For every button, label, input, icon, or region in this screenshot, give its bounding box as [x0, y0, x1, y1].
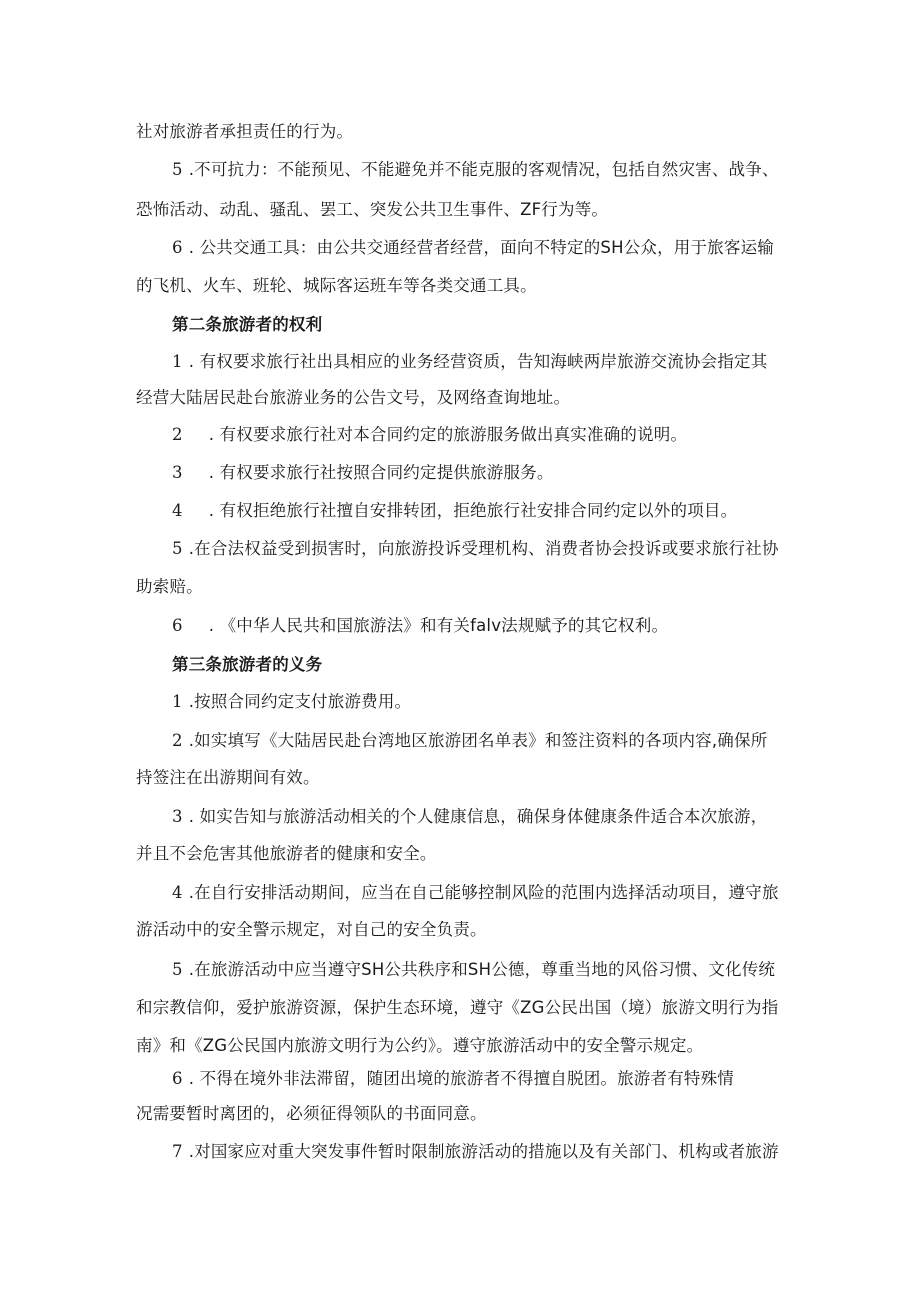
item-number: 2 — [172, 731, 183, 750]
list-item-5: 5 .不可抗力：不能预见、不能避免并不能克服的客观情况，包括自然灾害、战争、 — [172, 160, 779, 179]
list-item-4: 4 .在自行安排活动期间，应当在自己能够控制风险的范围内选择活动项目，遵守旅 — [172, 883, 779, 902]
item-number: 2 — [172, 425, 183, 444]
paragraph-line: 游活动中的安全警示规定，对自己的安全负责。 — [136, 920, 487, 939]
list-item-6: 6 . 《中华人民共和国旅游法》和有关falv法规赋予的其它权利。 — [172, 616, 669, 635]
item-number: 6 — [172, 1069, 183, 1088]
list-item-5: 5 .在合法权益受到损害时，向旅游投诉受理机构、消费者协会投诉或要求旅行社协 — [172, 539, 779, 558]
paragraph-line: 和宗教信仰，爱护旅游资源，保护生态环境，遵守《ZG公民出国（境）旅游文明行为指 — [136, 998, 779, 1017]
item-number: 5 — [172, 160, 183, 179]
list-item-6: 6 . 公共交通工具：由公共交通经营者经营，面向不特定的SH公众，用于旅客运输 — [172, 238, 774, 257]
paragraph-line: 的飞机、火车、班轮、城际客运班车等各类交通工具。 — [136, 276, 537, 295]
paragraph-line: 南》和《ZG公民国内旅游文明行为公约》。遵守旅游活动中的安全警示规定。 — [136, 1036, 704, 1055]
paragraph-line: 恐怖活动、动乱、骚乱、罢工、突发公共卫生事件、ZF行为等。 — [136, 200, 609, 219]
section-heading: 第二条旅游者的权利 — [172, 315, 323, 334]
item-number: 7 — [172, 1142, 183, 1161]
item-number: 5 — [172, 960, 183, 979]
item-number: 3 — [172, 807, 183, 826]
paragraph-line: 持签注在出游期间有效。 — [136, 768, 320, 787]
list-item-6: 6 . 不得在境外非法滞留，随团出境的旅游者不得擅自脱团。旅游者有特殊情 — [172, 1069, 734, 1088]
list-item-2: 2 . 有权要求旅行社对本合同约定的旅游服务做出真实准确的说明。 — [172, 425, 688, 444]
item-number: 4 — [172, 883, 183, 902]
item-number: 6 — [172, 238, 183, 257]
list-item-3: 3 . 如实告知与旅游活动相关的个人健康信息，确保身体健康条件适合本次旅游， — [172, 807, 768, 826]
paragraph-line: 并且不会危害其他旅游者的健康和安全。 — [136, 844, 437, 863]
paragraph-line: 况需要暂时离团的，必须征得领队的书面同意。 — [136, 1104, 487, 1123]
item-number: 4 — [172, 501, 183, 520]
list-item-5: 5 .在旅游活动中应当遵守SH公共秩序和SH公德，尊重当地的风俗习惯、文化传统 — [172, 960, 776, 979]
item-number: 3 — [172, 463, 183, 482]
list-item-1: 1 .按照合同约定支付旅游费用。 — [172, 692, 412, 711]
item-number: 1 — [172, 352, 183, 371]
list-item-2: 2 .如实填写《大陆居民赴台湾地区旅游团名单表》和签注资料的各项内容,确保所 — [172, 731, 768, 750]
list-item-3: 3 . 有权要求旅行社按照合同约定提供旅游服务。 — [172, 463, 554, 482]
paragraph-line: 经营大陆居民赴台旅游业务的公告文号，及网络查询地址。 — [136, 388, 571, 407]
item-number: 1 — [172, 692, 183, 711]
paragraph-line: 社对旅游者承担责任的行为。 — [136, 122, 354, 141]
item-number: 6 — [172, 616, 183, 635]
list-item-1: 1 . 有权要求旅行社出具相应的业务经营资质，告知海峡两岸旅游交流协会指定其 — [172, 352, 768, 371]
paragraph-line: 助索赔。 — [136, 577, 203, 596]
item-number: 5 — [172, 539, 183, 558]
list-item-7: 7 .对国家应对重大突发事件暂时限制旅游活动的措施以及有关部门、机构或者旅游 — [172, 1142, 779, 1161]
section-heading: 第三条旅游者的义务 — [172, 655, 323, 674]
list-item-4: 4 . 有权拒绝旅行社擅自安排转团，拒绝旅行社安排合同约定以外的项目。 — [172, 501, 738, 520]
